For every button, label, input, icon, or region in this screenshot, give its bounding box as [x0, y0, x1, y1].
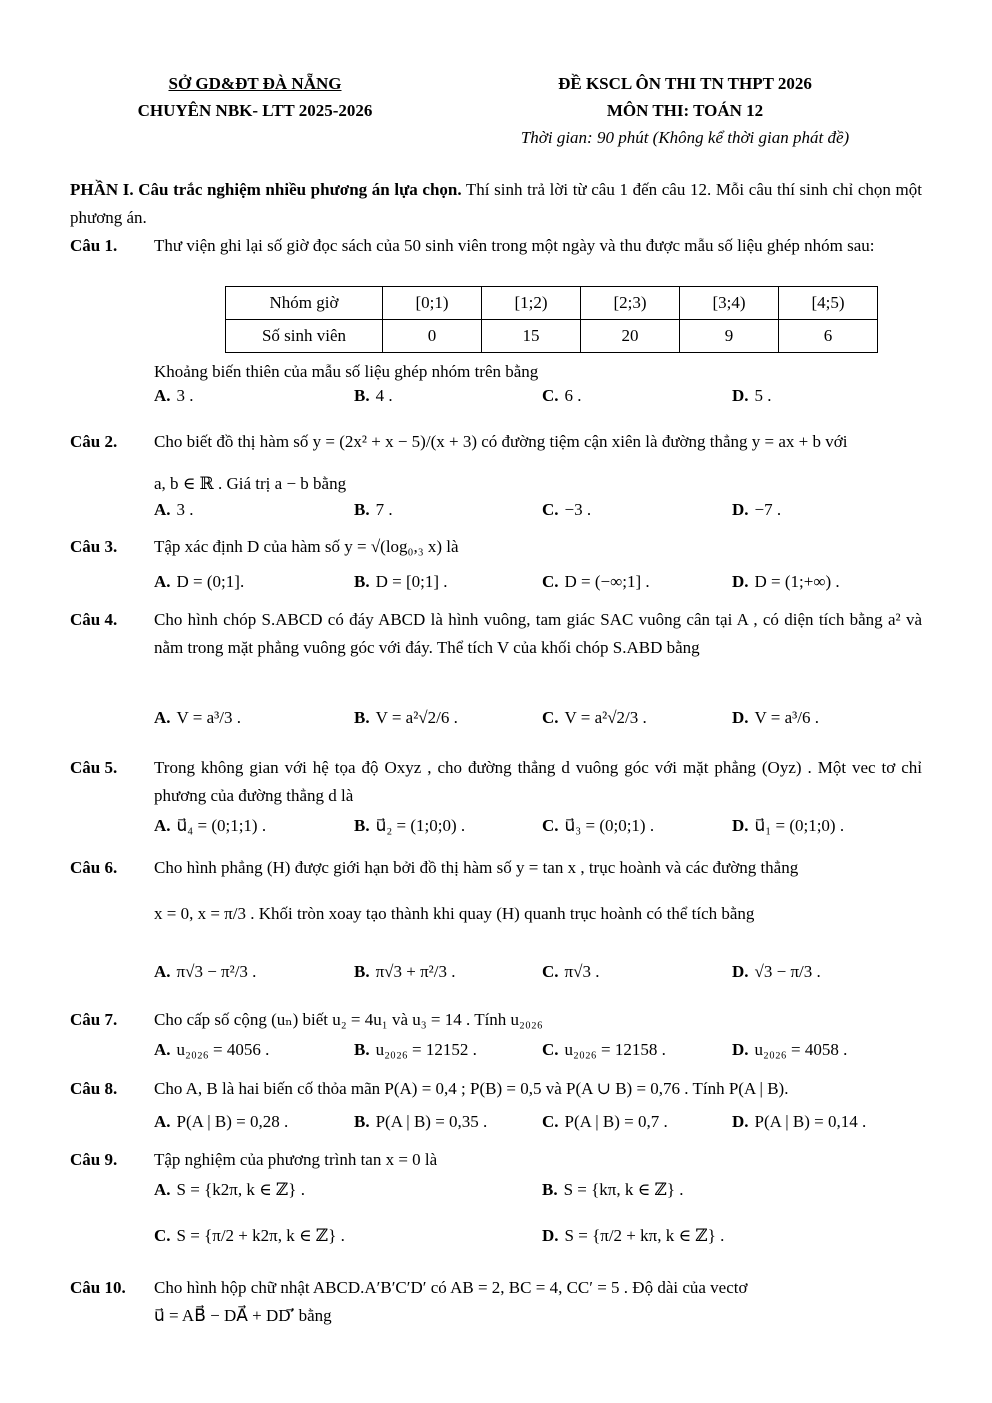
question-number: Câu 8. — [70, 1079, 118, 1098]
option-b[interactable]: B. π√3 + π²/3 . — [354, 962, 456, 981]
part1-heading — [70, 176, 922, 232]
part1-title: PHẦN I. Câu trắc nghiệm nhiều phương án lựa chọn. — [70, 180, 462, 199]
option-c[interactable]: C. u₂₀₂₆ = 12158 . — [542, 1040, 666, 1059]
school-name: CHUYÊN NBK- LTT 2025-2026 — [137, 101, 373, 120]
option-d[interactable]: D. u₂₀₂₆ = 4058 . — [732, 1040, 848, 1059]
option-a[interactable]: A. u₂₀₂₆ = 4056 . — [154, 1040, 270, 1059]
question-text: Cho hình chóp S.ABCD có đáy ABCD là hình vuông, tam giác SAC vuông cân tại A , có diện tích bằng a² và nằm trong mặt phẳng vuông góc với đáy. Thể tích V của khối chóp S.ABD bằng — [154, 610, 922, 657]
question-number: Câu 2. — [70, 432, 118, 451]
question-7 — [70, 1006, 922, 1034]
option-a[interactable]: A. π√3 − π²/3 . — [154, 962, 257, 981]
option-d[interactable]: D. V = a³/6 . — [732, 708, 819, 727]
table-cell: Nhóm giờ — [226, 287, 383, 320]
option-a[interactable]: A. 3 . — [154, 500, 194, 519]
table-cell: 0 — [383, 320, 482, 353]
options-row — [154, 572, 922, 600]
option-c[interactable]: C. S = {π/2 + k2π, k ∈ ℤ} . — [154, 1226, 345, 1245]
question-5 — [70, 754, 922, 810]
dept-name: SỞ GD&ĐT ĐÀ NẴNG — [168, 74, 342, 93]
question-text: Cho A, B là hai biến cố thỏa mãn P(A) = 0,4 ; P(B) = 0,5 và P(A ∪ B) = 0,76 . Tính P(A | B). — [154, 1079, 789, 1098]
option-d[interactable]: D. P(A | B) = 0,14 . — [732, 1112, 867, 1131]
subject: MÔN THI: TOÁN 12 — [606, 101, 764, 120]
option-a[interactable]: A. 3 . — [154, 386, 194, 405]
options-row — [154, 816, 922, 844]
question-1-prompt — [70, 358, 922, 386]
header-left — [110, 70, 400, 124]
question-9 — [70, 1146, 922, 1174]
option-c[interactable]: C. V = a²√2/3 . — [542, 708, 647, 727]
table-cell: [1;2) — [482, 287, 581, 320]
option-b[interactable]: B. u₂₀₂₆ = 12152 . — [354, 1040, 477, 1059]
table-row — [226, 320, 878, 353]
option-d[interactable]: D. √3 − π/3 . — [732, 962, 821, 981]
option-a[interactable]: A. S = {k2π, k ∈ ℤ} . — [154, 1180, 305, 1199]
option-c[interactable]: C. u⃗₃ = (0;0;1) . — [542, 816, 655, 835]
options-row — [154, 708, 922, 736]
option-b[interactable]: B. D = [0;1] . — [354, 572, 448, 591]
option-c[interactable]: C. 6 . — [542, 386, 582, 405]
option-b[interactable]: B. V = a²√2/6 . — [354, 708, 458, 727]
option-c[interactable]: C. D = (−∞;1] . — [542, 572, 650, 591]
table-cell: 9 — [680, 320, 779, 353]
question-10 — [70, 1274, 922, 1330]
question-text-line2: x = 0, x = π/3 . Khối tròn xoay tạo thành khi quay (H) quanh trục hoành có thể tích bằng — [154, 904, 755, 923]
options-row — [154, 386, 922, 414]
option-d[interactable]: D. −7 . — [732, 500, 782, 519]
question-8 — [70, 1075, 922, 1103]
table-cell: Số sinh viên — [226, 320, 383, 353]
question-number: Câu 10. — [70, 1278, 126, 1297]
part1-instruction: Thí sinh trả lời từ câu 1 đến câu 12. Mỗi câu thí sinh chỉ chọn một phương án. — [70, 180, 922, 227]
option-c[interactable]: C. −3 . — [542, 500, 592, 519]
question-text: Tập nghiệm của phương trình tan x = 0 là — [154, 1150, 438, 1169]
option-b[interactable]: B. 7 . — [354, 500, 393, 519]
options-row — [154, 500, 922, 528]
question-text: Cho hình hộp chữ nhật ABCD.A′B′C′D′ có AB = 2, BC = 4, CC′ = 5 . Độ dài của vectơ — [154, 1278, 748, 1297]
option-a[interactable]: A. V = a³/3 . — [154, 708, 241, 727]
header-right — [480, 70, 890, 151]
question-text: Trong không gian với hệ tọa độ Oxyz , cho đường thẳng d vuông góc với mặt phẳng (Oyz) . Một vec tơ chỉ phương của đường thẳng d là — [154, 758, 922, 805]
options-row — [154, 1180, 922, 1208]
question-text: Cho hình phẳng (H) được giới hạn bởi đồ thị hàm số y = tan x , trục hoành và các đường thẳng — [154, 858, 799, 877]
options-row — [154, 1226, 922, 1254]
question-4 — [70, 606, 922, 662]
table-cell: 15 — [482, 320, 581, 353]
option-a[interactable]: A. P(A | B) = 0,28 . — [154, 1112, 289, 1131]
options-row — [154, 1112, 922, 1140]
question-text-line2: u⃗ = AB⃗ − DA⃗ + DD′⃗ bằng — [154, 1306, 332, 1325]
question-text: Tập xác định D của hàm số y = √(log₀,₃ x) là — [154, 537, 459, 556]
option-d[interactable]: D. D = (1;+∞) . — [732, 572, 840, 591]
question-text: Cho cấp số cộng (uₙ) biết u₂ = 4u₁ và u₃ = 14 . Tính u₂₀₂₆ — [154, 1010, 543, 1029]
table-cell: 20 — [581, 320, 680, 353]
table-cell: 6 — [779, 320, 878, 353]
question-text-line2: a, b ∈ ℝ . Giá trị a − b bằng — [154, 474, 347, 493]
exam-title: ĐỀ KSCL ÔN THI TN THPT 2026 — [558, 74, 812, 93]
question-number: Câu 6. — [70, 858, 118, 877]
options-row — [154, 962, 922, 990]
options-row — [154, 1040, 922, 1068]
option-d[interactable]: D. u⃗₁ = (0;1;0) . — [732, 816, 845, 835]
option-d[interactable]: D. 5 . — [732, 386, 772, 405]
option-d[interactable]: D. S = {π/2 + kπ, k ∈ ℤ} . — [542, 1226, 725, 1245]
option-b[interactable]: B. P(A | B) = 0,35 . — [354, 1112, 488, 1131]
question-text: Khoảng biến thiên của mẫu số liệu ghép nhóm trên bằng — [154, 362, 539, 381]
frequency-table — [225, 286, 878, 353]
exam-time: Thời gian: 90 phút (Không kể thời gian phát đề) — [520, 128, 850, 147]
question-text: Thư viện ghi lại số giờ đọc sách của 50 sinh viên trong một ngày và thu được mẫu số liệu ghép nhóm sau: — [154, 236, 875, 255]
option-a[interactable]: A. u⃗₄ = (0;1;1) . — [154, 816, 267, 835]
question-3 — [70, 533, 922, 561]
question-number: Câu 5. — [70, 758, 118, 777]
option-c[interactable]: C. P(A | B) = 0,7 . — [542, 1112, 668, 1131]
table-cell: [2;3) — [581, 287, 680, 320]
option-b[interactable]: B. S = {kπ, k ∈ ℤ} . — [542, 1180, 684, 1199]
question-6 — [70, 854, 922, 928]
question-1 — [70, 232, 922, 260]
option-c[interactable]: C. π√3 . — [542, 962, 600, 981]
question-text: Cho biết đồ thị hàm số y = (2x² + x − 5)/(x + 3) có đường tiệm cận xiên là đường thẳng y = ax + b với — [154, 432, 848, 451]
question-number: Câu 4. — [70, 610, 118, 629]
question-number: Câu 7. — [70, 1010, 118, 1029]
question-number: Câu 3. — [70, 537, 118, 556]
option-a[interactable]: A. D = (0;1]. — [154, 572, 245, 591]
table-cell: [4;5) — [779, 287, 878, 320]
option-b[interactable]: B. u⃗₂ = (1;0;0) . — [354, 816, 466, 835]
question-2 — [70, 428, 922, 498]
option-b[interactable]: B. 4 . — [354, 386, 393, 405]
table-cell: [0;1) — [383, 287, 482, 320]
table-row — [226, 287, 878, 320]
table-cell: [3;4) — [680, 287, 779, 320]
question-number: Câu 1. — [70, 236, 118, 255]
question-number: Câu 9. — [70, 1150, 118, 1169]
